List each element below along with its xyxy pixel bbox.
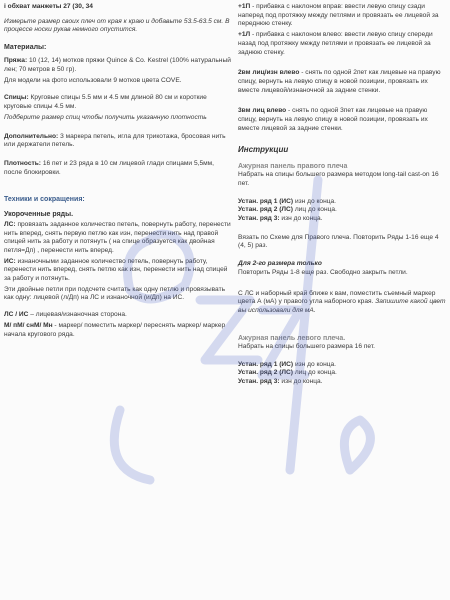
left-column <box>4 0 232 346</box>
k3tog-left-text: - снять по одной 3пет как лицевые на правую спицу, вернуть на левую спицу в новой позиции, провязать их вместе лицевой за задние стенки. <box>238 107 428 132</box>
yarn-text: 10 (12, 14) мотков пряжи Quince & Co. Kestrel (100% натуральный лен; 70 метров в 50 гр). <box>4 57 231 74</box>
marker-label: М/ пМ/ снМ/ Мн <box>4 321 53 329</box>
right-panel-castoon: Набрать на спицы большего размера методом long-tail cast-on 16 пет. <box>238 171 439 187</box>
instructions-heading: Инструкции <box>238 145 289 155</box>
marker-text: - маркер/ поместить маркер/ переснять маркер/ маркер начала кругового ряда. <box>4 321 226 338</box>
left-setup-row-1: Устан. ряд 1 (ИС) изн до конца. <box>238 360 337 368</box>
k3tog-left-label: 3вм лиц влево <box>238 107 287 115</box>
marker-paragraph <box>238 290 446 316</box>
yarn-note: Для модели на фото использовали 9 мотков цвета COVE. <box>4 76 182 84</box>
m1l-paragraph <box>238 31 446 57</box>
k2tog-left-label: 2вм лиц/изн влево <box>238 69 300 77</box>
density-label: Плотность: <box>4 159 42 167</box>
techniques-heading: Техники и сокращения: <box>4 196 85 204</box>
left-setup-row-3: Устан. ряд 3: изн до конца. <box>238 378 323 385</box>
k2tog-left-text: - снять по одной 2пет как лицевые на правую спицу, вернуть на левую спицу в новой позиции, провязать их вместе лицевой/изнаночной за задние стенки. <box>238 69 441 94</box>
right-setup-row-3: Устан. ряд 3: изн до конца. <box>238 215 323 223</box>
density-text: 16 пет и 23 ряда в 10 см лицевой глади спицами 5,5мм, после блокировки. <box>4 159 215 176</box>
marker-paragraph-text: С ЛС и наборный край ближе к вам, поместить съемный маркер цвета А (мА) у правого угла наборного края. <box>238 289 436 306</box>
size2-text: Повторить Ряды 1-8 еще раз. Свободно закрыть петли. <box>238 268 408 276</box>
density-paragraph <box>4 160 232 177</box>
extra-text: 3 маркера петель, игла для трикотажа, бросовая нить или держатели петель. <box>4 132 226 149</box>
m1l-label: +1Л <box>238 31 251 39</box>
needles-note: Подберите размер спиц чтобы получить указанную плотность <box>4 113 207 121</box>
marker-paragraph-note: Запишите какой цвет вы использовали для мА. <box>238 298 446 314</box>
extra-paragraph <box>4 133 232 150</box>
right-setup-rows <box>238 198 446 224</box>
left-setup-row-2: Устан. ряд 2 (ЛС) лиц до конца. <box>238 369 337 377</box>
left-panel-heading: Ажурная панель левого плеча. <box>238 334 346 342</box>
measure-note: Измерьте размер своих плеч от края к краю и добавьте 53.5-63.5 см. В процессе носки рукав немного опустится. <box>4 17 230 34</box>
ls-text: провязать заданное количество петель, повернуть работу, перенести нить вперед, снять первую петлю как изн, перенести нить над правой спицей нить за работу и потянуть ( на спице образуется как двойная петля=Дп) , перенести нить вперед. <box>4 220 231 254</box>
side-text: – лицевая/изнаночная сторона. <box>30 311 127 319</box>
m1r-paragraph <box>238 3 446 29</box>
m1l-text: - прибавка с наклоном влево: ввести левую спицу спереди назад под протяжку между петлями и провязать ее лицевой за заднюю стенку. <box>238 31 433 56</box>
short-rows-heading: Укороченные ряды. <box>4 210 74 218</box>
chart-instruction: Вязать по Схеме для Правого плеча. Повторить Ряды 1-16 еще 4 (4, 5) раз. <box>238 233 439 250</box>
marker-abbrev <box>4 322 232 339</box>
cuff-line <box>4 3 232 12</box>
cuff-text: i обхват манжеты 27 (30, 34 <box>4 3 93 10</box>
yarn-label: Пряжа: <box>4 57 28 65</box>
left-setup-rows <box>238 361 446 387</box>
m1r-label: +1П <box>238 3 251 10</box>
is-paragraph <box>4 258 232 284</box>
needles-text: Круговые спицы 5.5 мм и 4.5 мм длиной 80 см и короткие круговые спицы 4.5 мм. <box>4 94 207 111</box>
yarn-paragraph <box>4 57 232 74</box>
ls-label: ЛС: <box>4 220 16 228</box>
right-panel-heading: Ажурная панель правого плеча <box>238 162 348 170</box>
side-label: ЛС / ИС <box>4 311 29 319</box>
needles-paragraph <box>4 94 232 111</box>
ls-paragraph <box>4 221 232 256</box>
is-label: ИС: <box>4 257 16 265</box>
double-stitch-note: Эти двойные петли при подсчете считать как одну петлю и провязывать как одну: лицевой (л/Дп) на ЛС и изнаночной (и/Дп) на ИС. <box>4 285 226 302</box>
side-abbrev <box>4 311 232 320</box>
m1r-text: - прибавка с наклоном вправ: ввести левую спицу сзади наперед под протяжку между петлями и провязать ее лицевой за переднюю стенку. <box>238 3 439 28</box>
right-setup-row-1: Устан. ряд 1 (ИС) изн до конца. <box>238 197 337 205</box>
right-setup-row-2: Устан. ряд 2 (ЛС) лиц до конца. <box>238 206 337 214</box>
extra-label: Дополнительно: <box>4 132 59 140</box>
materials-heading: Материалы: <box>4 44 47 52</box>
size2-heading: Для 2-го размера только <box>238 260 322 268</box>
right-column <box>238 0 446 394</box>
k3tog-left-paragraph <box>238 107 446 133</box>
k2tog-left-paragraph <box>238 69 446 95</box>
is-text: изнаночными заданное количество петель, повернуть работу, перенести нить вперед, снять петлю как изн, перенести нить над спицей за работу и потянуть. <box>4 257 228 283</box>
needles-label: Спицы: <box>4 94 29 102</box>
left-panel-castoon: Набрать на спицы большего размера 16 пет. <box>238 342 375 350</box>
